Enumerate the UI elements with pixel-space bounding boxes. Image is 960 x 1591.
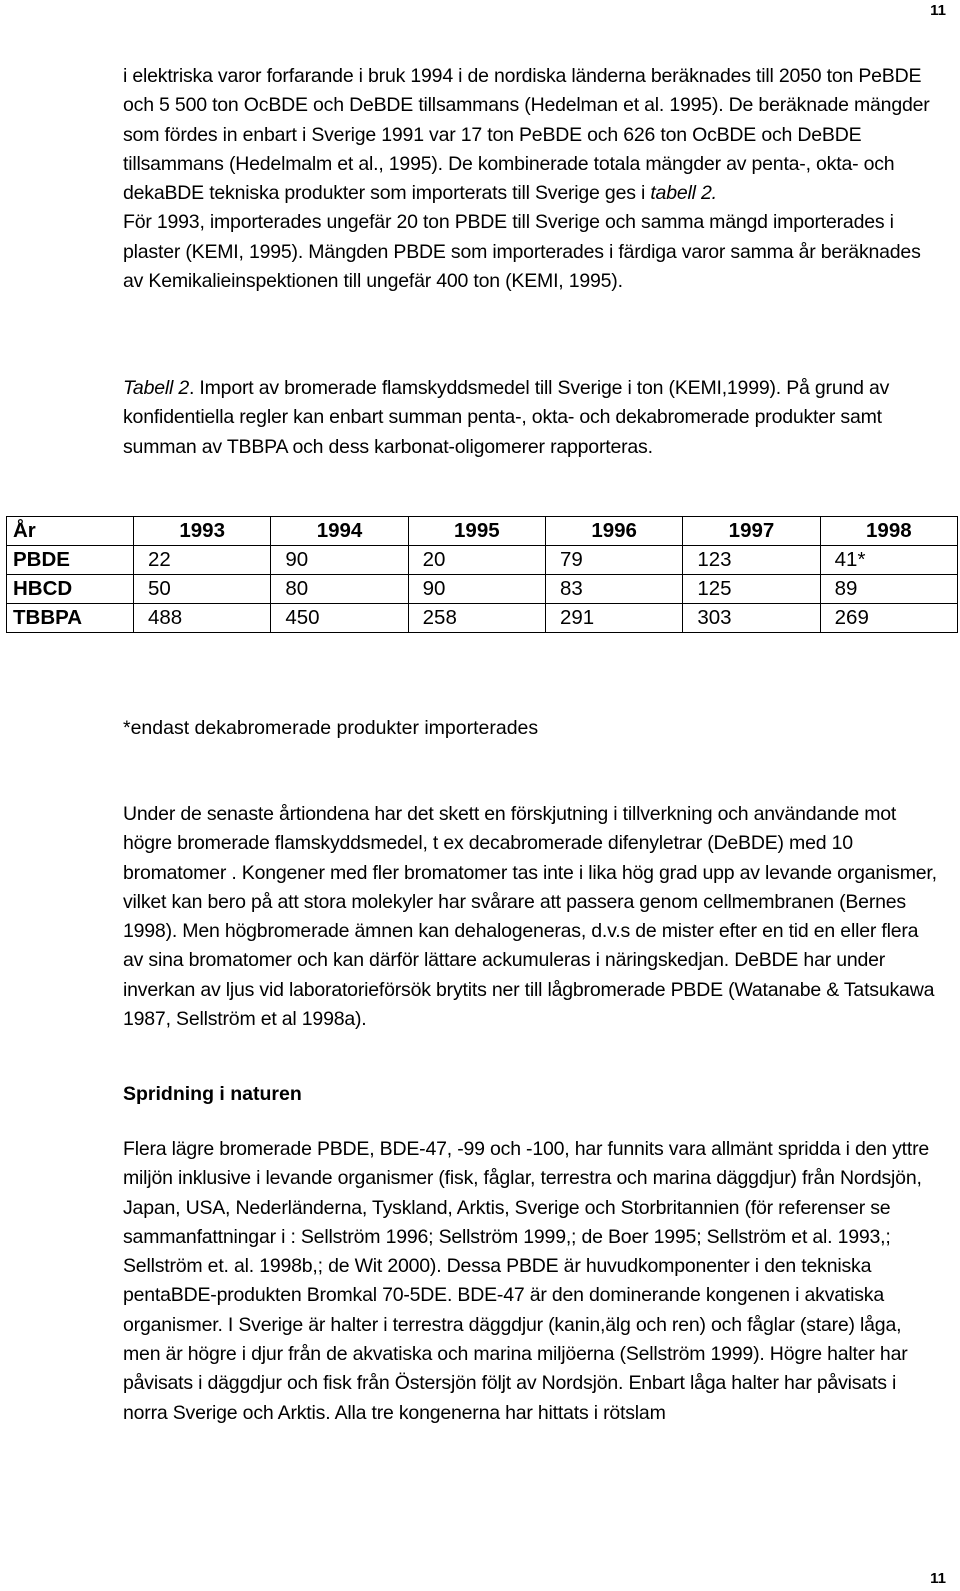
table-cell: 41* (820, 546, 957, 575)
row-label: HBCD (7, 575, 134, 604)
table-cell: 258 (408, 604, 545, 633)
intro-text: i elektriska varor forfarande i bruk 1994 i de nordiska länderna beräknades till 2050 ton PeBDE och 5 500 ton OcBDE och DeBDE tillsammans (Hedelman et al. 1995). De beräknade mängder som fördes in enbart i Sverige 1991 var 17 ton PeBDE och 626 ton OcBDE och DeBDE tillsammans (Hedelmalm et al., 1995). De kombinerade totala mängder av penta-, okta- och dekaBDE tekniska produkter som importerats till Sverige ges i (123, 65, 930, 205)
row-label: PBDE (7, 546, 134, 575)
import-table (6, 516, 958, 633)
header-cell: 1996 (545, 517, 682, 546)
table-cell: 291 (545, 604, 682, 633)
header-cell: 1995 (408, 517, 545, 546)
table-row (7, 604, 958, 633)
table-cell: 20 (408, 546, 545, 575)
table-cell: 79 (545, 546, 682, 575)
table-footnote: *endast dekabromerade produkter importerades (123, 717, 539, 739)
table-cell: 269 (820, 604, 957, 633)
header-cell: 1993 (134, 517, 271, 546)
table-cell: 90 (408, 575, 545, 604)
row-label: TBBPA (7, 604, 134, 633)
table-cell: 83 (545, 575, 682, 604)
section-heading: Spridning i naturen (123, 1083, 302, 1105)
paragraph-distribution: Flera lägre bromerade PBDE, BDE-47, -99 och -100, har funnits vara allmänt spridda i den yttre miljön inklusive i levande organismer (fisk, fåglar, terrestra och marina däggdjur) från Nordsjön, Japan, USA, Nederländerna, Tyskland, Arktis, Sverige och Storbritannien (för referenser se sammanfattningar i : Sellström 1996; Sellström 1999,; de Boer 1995; Sellström et al. 1993,; Sellström et. al. 1998b,; de Wit 2000). Dessa PBDE är huvudkomponenter i den tekniska pentaBDE-produkten Bromkal 70-5DE. BDE-47 är den dominerande kongenen i akvatiska organismer. I Sverige är halter i terrestra däggdjur (kanin,älg och ren) och fåglar (stare) låga, men är högre i djur från de akvatiska och marina miljöerna (Sellström 1999). Högre halter har påvisats i däggdjur och fisk från Östersjön följt av Nordsjön. Enbart låga halter har påvisats i norra Sverige och Arktis. Alla tre kongenerna har hittats i rötslam (123, 1138, 930, 1424)
table-cell: 125 (683, 575, 820, 604)
caption-label: Tabell 2 (123, 377, 189, 399)
header-cell: År (7, 517, 134, 546)
table-cell: 80 (271, 575, 408, 604)
paragraph-bromination: Under de senaste årtiondena har det skett en förskjutning i tillverkning och användande mot högre bromerade flamskyddsmedel, t ex decabromerade difenyletrar (DeBDE) med 10 bromatomer . Kongener med fler bromatomer tas inte i lika hög grad upp av levande organismer, vilket kan bero på att stora molekyler har svårare att passera genom cellmembranen (Bernes 1998). Men högbromerade ämnen kan dehalogeneras, d.v.s de mister efter en tid en eller flera av sina bromatomer och kan därför lättare ackumuleras i näringskedjan. DeBDE har under inverkan av ljus vid laboratorieförsök brytits ner till lågbromerade PBDE (Watanabe & Tatsukawa 1987, Sellström et al 1998a). (123, 803, 937, 1031)
table-cell: 450 (271, 604, 408, 633)
table-reference: tabell 2. (650, 182, 717, 205)
table-cell: 303 (683, 604, 820, 633)
table-cell: 50 (134, 575, 271, 604)
table-cell: 488 (134, 604, 271, 633)
intro-paragraph (123, 62, 943, 296)
caption-text: . Import av bromerade flamskyddsmedel till Sverige i ton (KEMI,1999). På grund av konfidentiella regler kan enbart summan penta-, okta- och dekabromerade produkter samt summan av TBBPA och dess karbonat-oligomerer rapporteras. (123, 377, 890, 458)
header-cell: 1994 (271, 517, 408, 546)
table-cell: 90 (271, 546, 408, 575)
table-cell: 89 (820, 575, 957, 604)
page-number-top: 11 (930, 2, 946, 19)
table-row (7, 546, 958, 575)
table-cell: 123 (683, 546, 820, 575)
header-cell: 1997 (683, 517, 820, 546)
header-cell: 1998 (820, 517, 957, 546)
table-caption (123, 374, 943, 462)
page-number-bottom: 11 (930, 1570, 946, 1587)
table-cell: 22 (134, 546, 271, 575)
table-row (7, 575, 958, 604)
intro-text-2: För 1993, importerades ungefär 20 ton PBDE till Sverige och samma mängd importerades i plaster (KEMI, 1995). Mängden PBDE som importerades i färdiga varor samma år beräknades av Kemikalieinspektionen till ungefär 400 ton (KEMI, 1995). (123, 211, 921, 293)
table-header-row (7, 517, 958, 546)
